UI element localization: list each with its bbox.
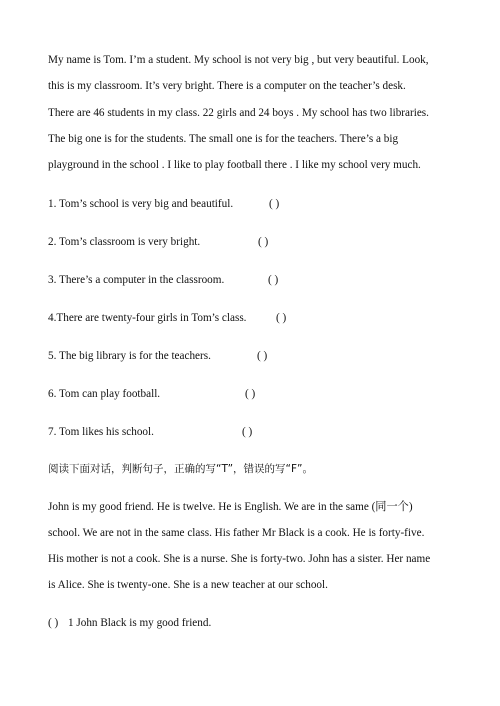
question-s2-1: 1 John Black is my good friend.	[68, 617, 212, 629]
question-1: 1. Tom’s school is very big and beautiful.	[48, 198, 234, 210]
passage2-line-4: is Alice. She is twenty-one. She is a new teacher at our school.	[48, 579, 328, 591]
passage2-line-3: His mother is not a cook. She is a nurse. She is forty-two. John has a sister. Her name	[48, 553, 431, 565]
question-7: 7. Tom likes his school.	[48, 426, 154, 438]
passage1-line-4: The big one is for the students. The small one is for the teachers. There’s a big	[48, 133, 399, 145]
question-4: 4.There are twenty-four girls in Tom’s class.	[48, 312, 247, 324]
passage1-line-1: My name is Tom. I’m a student. My school is not very big , but very beautiful. Look,	[48, 54, 429, 66]
passage1-line-3: There are 46 students in my class. 22 girls and 24 boys . My school has two libraries.	[48, 107, 429, 119]
passage1-line-2: this is my classroom. It’s very bright. There is a computer on the teacher’s desk.	[48, 80, 406, 92]
passage2-line-1: John is my good friend. He is twelve. He is English. We are in the same (同一个)	[48, 501, 413, 513]
answer-blank-1[interactable]: ( )	[269, 198, 280, 210]
question-2: 2. Tom’s classroom is very bright.	[48, 236, 201, 248]
answer-blank-5[interactable]: ( )	[257, 350, 268, 362]
answer-blank-6[interactable]: ( )	[245, 388, 256, 400]
question-6: 6. Tom can play football.	[48, 388, 161, 400]
question-5: 5. The big library is for the teachers.	[48, 350, 211, 362]
passage2-line-2: school. We are not in the same class. His father Mr Black is a cook. He is forty-five.	[48, 527, 425, 539]
answer-blank-s2-1[interactable]: ( )	[48, 617, 59, 629]
answer-blank-4[interactable]: ( )	[276, 312, 287, 324]
answer-blank-2[interactable]: ( )	[258, 236, 269, 248]
section2-instruction: 阅读下面对话，判断句子，正确的写“T”，错误的写“F”。	[48, 463, 313, 475]
passage1-line-5: playground in the school . I like to play football there . I like my school very much.	[48, 159, 421, 171]
answer-blank-7[interactable]: ( )	[242, 426, 253, 438]
question-3: 3. There’s a computer in the classroom.	[48, 274, 225, 286]
answer-blank-3[interactable]: ( )	[268, 274, 279, 286]
